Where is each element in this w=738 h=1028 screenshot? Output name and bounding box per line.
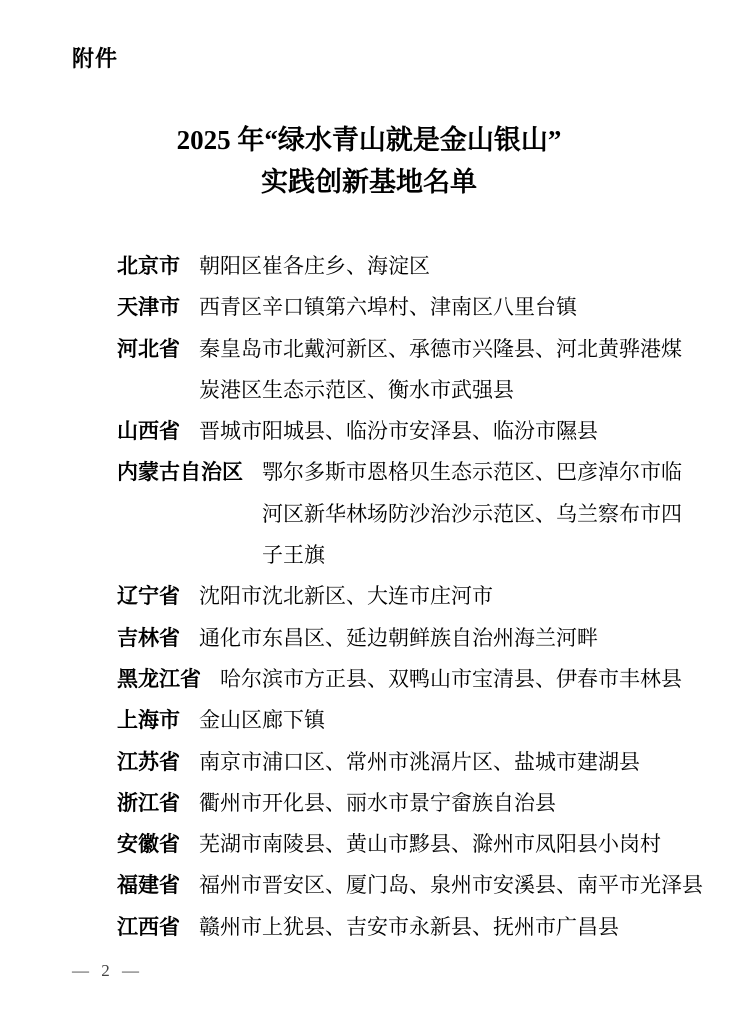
list-row-heilongjiang — [117, 659, 697, 700]
province-name: 吉林省 — [117, 626, 180, 650]
province-locations — [199, 865, 703, 906]
province-name: 江苏省 — [117, 750, 180, 774]
province-locations — [262, 452, 697, 576]
province-locations — [199, 411, 697, 452]
list-row-fujian — [117, 865, 703, 906]
location-line: 哈尔滨市方正县、双鸭山市宝清县、伊春市丰林县 — [220, 666, 682, 691]
document-title-line-1: 2025 年“绿水青山就是金山银山” — [176, 125, 562, 155]
province-name: 北京市 — [117, 255, 180, 278]
province-locations — [199, 742, 697, 783]
list-row-hebei — [117, 329, 697, 412]
location-line: 晋城市阳城县、临汾市安泽县、临汾市隰县 — [199, 419, 598, 444]
province-locations — [199, 618, 697, 659]
list-row-liaoning — [117, 576, 697, 617]
location-line: 芜湖市南陵县、黄山市黟县、滁州市凤阳县小岗村 — [199, 832, 661, 857]
list-row-jilin — [117, 618, 697, 659]
document-title — [0, 119, 738, 203]
location-line: 朝阳区崔各庄乡、海淀区 — [199, 254, 430, 278]
location-line: 通化市东昌区、延边朝鲜族自治州海兰河畔 — [199, 625, 598, 650]
location-line: 炭港区生态示范区、衡水市武强县 — [199, 377, 514, 402]
location-line: 秦皇岛市北戴河新区、承德市兴隆县、河北黄骅港煤 — [199, 336, 682, 361]
province-locations — [199, 700, 697, 741]
province-name: 安徽省 — [117, 833, 180, 857]
list-row-beijing — [117, 246, 697, 287]
location-line: 赣州市上犹县、吉安市永新县、抚州市广昌县 — [199, 914, 619, 939]
province-locations — [199, 783, 697, 824]
province-locations — [199, 287, 697, 328]
location-line: 沈阳市沈北新区、大连市庄河市 — [199, 584, 493, 609]
list-row-tianjin — [117, 287, 697, 328]
list-row-anhui — [117, 824, 697, 865]
list-row-zhejiang — [117, 783, 697, 824]
province-name: 浙江省 — [117, 791, 180, 815]
list-row-shanghai — [117, 700, 697, 741]
province-locations — [199, 246, 697, 287]
province-name: 山西省 — [117, 420, 180, 444]
province-name: 内蒙古自治区 — [117, 461, 243, 485]
document-title-line-2: 实践创新基地名单 — [261, 167, 477, 197]
province-locations — [199, 907, 697, 948]
location-line: 鄂尔多斯市恩格贝生态示范区、巴彦淖尔市临 — [262, 460, 682, 485]
province-locations — [199, 576, 697, 617]
province-locations — [220, 659, 697, 700]
list-row-neimenggu — [117, 452, 697, 576]
list-row-jiangxi — [117, 907, 697, 948]
province-locations — [199, 824, 697, 865]
province-name: 辽宁省 — [117, 585, 180, 609]
location-line: 福州市晋安区、厦门岛、泉州市安溪县、南平市光泽县 — [199, 873, 703, 898]
location-line: 子王旗 — [262, 543, 325, 568]
province-name: 天津市 — [117, 296, 180, 320]
province-list — [117, 246, 703, 948]
location-line: 河区新华林场防沙治沙示范区、乌兰察布市四 — [262, 501, 682, 526]
province-name: 上海市 — [117, 709, 180, 733]
location-line: 金山区廊下镇 — [199, 708, 325, 733]
province-name: 黑龙江省 — [117, 667, 201, 691]
page-number: — 2 — — [72, 961, 143, 980]
province-name: 福建省 — [117, 874, 180, 898]
province-locations — [199, 329, 697, 412]
location-line: 衢州市开化县、丽水市景宁畲族自治县 — [199, 790, 556, 815]
list-row-jiangsu — [117, 742, 697, 783]
list-row-shanxi — [117, 411, 697, 452]
location-line: 南京市浦口区、常州市洮滆片区、盐城市建湖县 — [199, 749, 640, 774]
province-name: 江西省 — [117, 915, 180, 939]
province-name: 河北省 — [117, 337, 180, 361]
location-line: 西青区辛口镇第六埠村、津南区八里台镇 — [199, 295, 577, 320]
attachment-label: 附件 — [72, 46, 119, 71]
